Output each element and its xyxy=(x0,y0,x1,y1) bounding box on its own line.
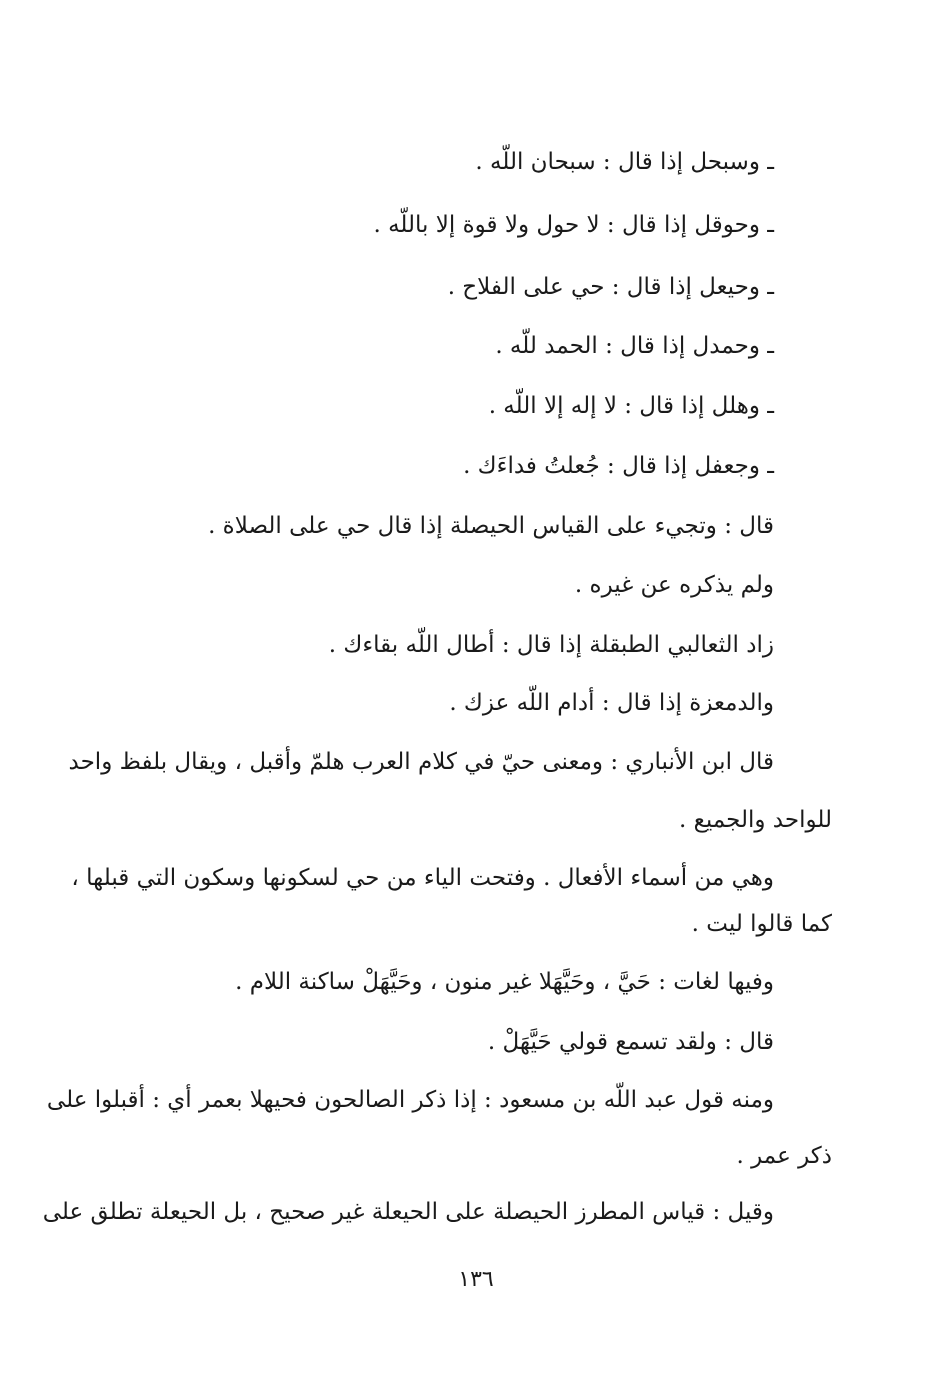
text-line: والدمعزة إذا قال : أدام اللّه عزك . xyxy=(449,690,774,716)
text-line: ـ وحيعل إذا قال : حي على الفلاح . xyxy=(447,274,774,300)
text-line: زاد الثعالبي الطبقلة إذا قال : أطال اللّه بقاءك . xyxy=(328,632,774,658)
text-line: للواحد والجميع . xyxy=(679,807,832,833)
text-line: قال : ولقد تسمع قولي حَيَّهَلْ . xyxy=(487,1029,774,1055)
text-line: ـ وسبحل إذا قال : سبحان اللّه . xyxy=(475,149,774,175)
text-line: كما قالوا ليت . xyxy=(691,911,832,937)
text-line: ـ وجعفل إذا قال : جُعلتُ فداءَك . xyxy=(463,453,774,479)
page-number: ١٣٦ xyxy=(458,1267,494,1292)
text-line: ـ وحمدل إذا قال : الحمد للّه . xyxy=(495,333,774,359)
text-line: وقيل : قياس المطرز الحيصلة على الحيعلة غير صحيح ، بل الحيعلة تطلق على xyxy=(42,1199,774,1225)
text-line: وفيها لغات : حَيَّ ، وحَيَّهَلا غير منون ، وحَيَّهَلْ ساكنة اللام . xyxy=(235,969,774,995)
text-line: ومنه قول عبد اللّه بن مسعود : إذا ذكر الصالحون فحيهلا بعمر أي : أقبلوا على xyxy=(46,1087,774,1113)
text-line: قال : وتجيء على القياس الحيصلة إذا قال حي على الصلاة . xyxy=(208,513,774,539)
text-line: ـ وهلل إذا قال : لا إله إلا اللّه . xyxy=(488,393,774,419)
text-line: ذكر عمر . xyxy=(736,1143,832,1169)
text-line: ولم يذكره عن غيره . xyxy=(574,572,774,598)
text-line: قال ابن الأنباري : ومعنى حيّ في كلام العرب هلمّ وأقبل ، ويقال بلفظ واحد xyxy=(68,749,774,775)
text-line: وهي من أسماء الأفعال . وفتحت الياء من حي لسكونها وسكون التي قبلها ، xyxy=(71,865,774,891)
text-line: ـ وحوقل إذا قال : لا حول ولا قوة إلا باللّه . xyxy=(373,212,774,238)
